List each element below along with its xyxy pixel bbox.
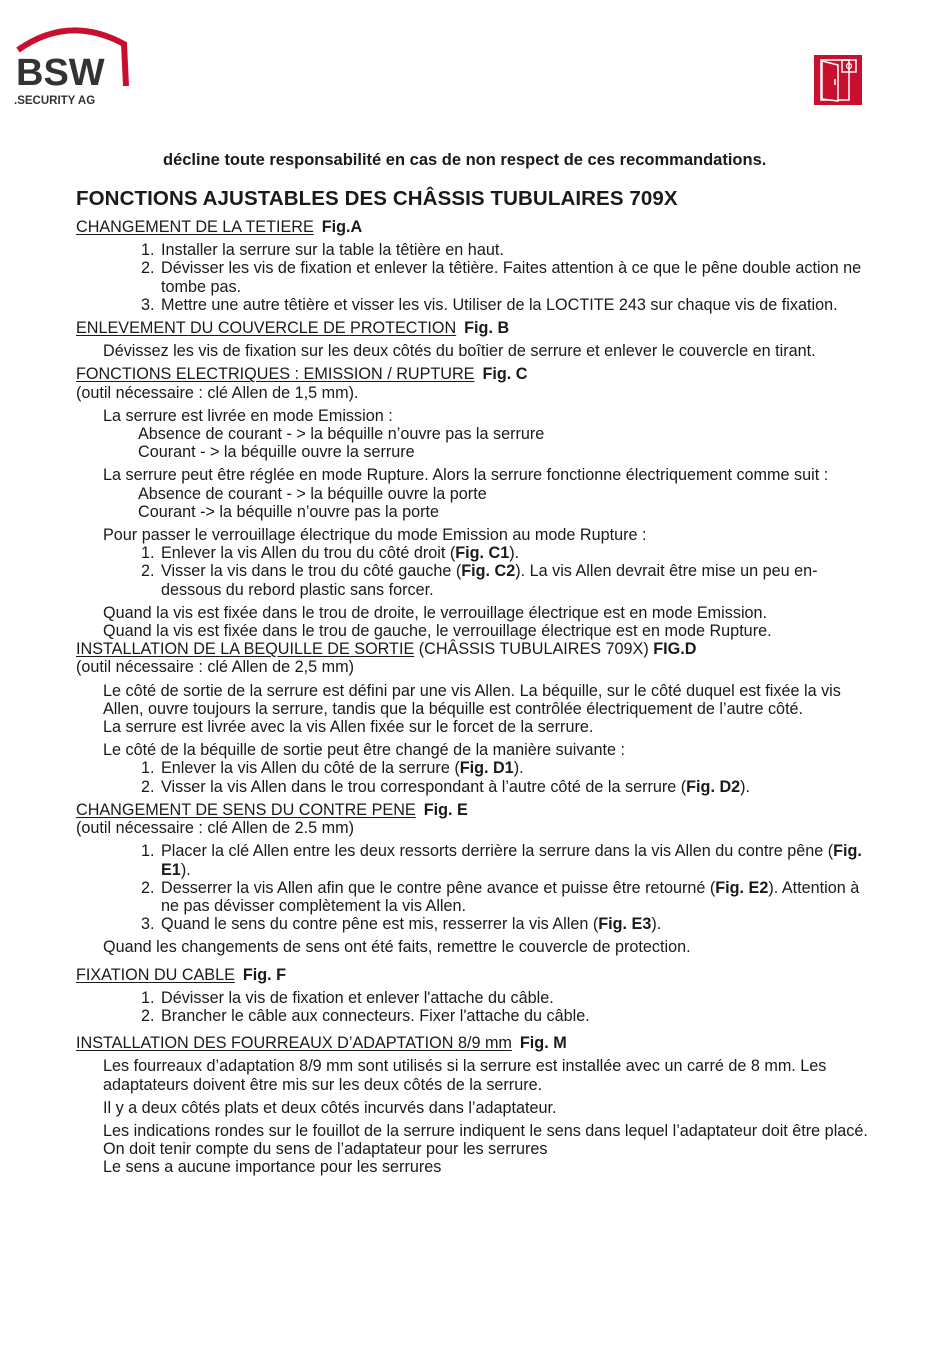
step-list bbox=[76, 544, 876, 599]
fig-ref: Fig. C2 bbox=[461, 562, 516, 581]
paragraph: Quand la vis est fixée dans le trou de droite, le verrouillage électrique est en mode Emission. bbox=[103, 603, 768, 622]
heading-text: CHANGEMENT DE SENS DU CONTRE PENE bbox=[76, 800, 416, 819]
fig-ref: Fig. D2 bbox=[686, 777, 741, 796]
tool-note: (outil nécessaire : clé Allen de 1,5 mm). bbox=[76, 383, 359, 402]
step-list bbox=[76, 989, 876, 1025]
section-tetiere bbox=[76, 218, 876, 314]
paragraph: Dévissez les vis de fixation sur les deux côtés du boîtier de serrure et enlever le couvercle en tirant. bbox=[103, 342, 816, 361]
heading-text: ENLEVEMENT DU COUVERCLE DE PROTECTION bbox=[76, 319, 457, 338]
section-heading bbox=[76, 966, 876, 984]
step-item: 2. Brancher le câble aux connecteurs. Fixer l'attache du câble. bbox=[159, 1007, 876, 1025]
paragraph: Le côté de la béquille de sortie peut être changé de la manière suivante : bbox=[103, 741, 625, 760]
paragraph: Courant -> la béquille n’ouvre pas la porte bbox=[138, 502, 440, 521]
fig-ref: Fig. F bbox=[242, 965, 287, 984]
step-item: 1. Placer la clé Allen entre les deux ressorts derrière la serrure dans la vis Allen du contre pêne (Fig. E1). bbox=[159, 842, 876, 878]
step-item: 3. Quand le sens du contre pêne est mis, resserrer la vis Allen (Fig. E3). bbox=[159, 915, 876, 933]
heading-text: CHANGEMENT DE LA TETIERE bbox=[76, 218, 314, 236]
paragraph: La serrure est livrée avec la vis Allen fixée sur le forcet de la serrure. bbox=[103, 718, 594, 737]
step-list bbox=[76, 759, 876, 795]
mode-rupture bbox=[76, 466, 876, 521]
paragraph: Pour passer le verrouillage électrique du mode Emission au mode Rupture : bbox=[103, 526, 647, 545]
page-title: FONCTIONS AJUSTABLES DES CHÂSSIS TUBULAIRES 709X bbox=[76, 187, 678, 210]
step-item: 1. Dévisser la vis de fixation et enlever l'attache du câble. bbox=[159, 989, 876, 1007]
paragraph: Quand la vis est fixée dans le trou de gauche, le verrouillage électrique est en mode Rupture. bbox=[103, 622, 772, 641]
paragraph: Quand les changements de sens ont été faits, remettre le couvercle de protection. bbox=[103, 938, 691, 957]
heading-text: FONCTIONS ELECTRIQUES : EMISSION / RUPTURE bbox=[76, 365, 475, 384]
step-item: 1. Enlever la vis Allen du trou du côté droit (Fig. C1). bbox=[159, 544, 876, 562]
fig-ref: Fig.A bbox=[321, 218, 363, 236]
step-item: 2. Visser la vis Allen dans le trou correspondant à l’autre côté de la serrure (Fig. D2). bbox=[159, 778, 876, 796]
logo-text: BSW bbox=[16, 52, 105, 94]
section-text bbox=[76, 1057, 876, 1093]
paragraph: Courant - > la béquille ouvre la serrure bbox=[138, 443, 415, 462]
section-text bbox=[76, 1122, 876, 1177]
mode-summary bbox=[76, 604, 876, 640]
section-contre-pene bbox=[76, 801, 876, 957]
fig-ref: Fig. B bbox=[464, 319, 510, 338]
paragraph: Le sens a aucune importance pour les serrures bbox=[103, 1158, 442, 1177]
section-text bbox=[76, 682, 876, 737]
disclaimer-text: décline toute responsabilité en cas de non respect de ces recommandations. bbox=[163, 151, 767, 169]
section-cable bbox=[76, 966, 876, 1026]
fig-ref: Fig. E2 bbox=[715, 878, 769, 897]
fig-ref: Fig. C bbox=[482, 365, 528, 384]
section-couvercle bbox=[76, 319, 876, 360]
switch-mode bbox=[76, 526, 876, 544]
step-list bbox=[76, 842, 876, 933]
fig-ref: Fig. E1 bbox=[161, 842, 862, 879]
paragraph: Les indications rondes sur le fouillot de la serrure indiquent le sens dans lequel l’adaptateur doit être placé. On doit tenir compte du sens de l’adaptateur pour les serrures bbox=[103, 1121, 868, 1159]
step-item: 2. Dévisser les vis de fixation et enlever la têtière. Faites attention à ce que le pêne double action ne tombe pas. bbox=[159, 259, 876, 295]
section-electriques bbox=[76, 365, 876, 640]
fig-ref: Fig. M bbox=[519, 1034, 567, 1053]
section-heading bbox=[76, 1034, 876, 1052]
section-bequille bbox=[76, 640, 876, 796]
heading-text: FIXATION DU CABLE bbox=[76, 965, 235, 984]
paragraph: Absence de courant - > la béquille ouvre la porte bbox=[138, 484, 487, 503]
paragraph: Le côté de sortie de la serrure est défini par une vis Allen. La béquille, sur le côté duquel est fixée la vis Allen, ouvre toujours la serrure, tandis que la béquille est contrôlée électriquement de l’autre côté. bbox=[103, 681, 841, 718]
tool-note: (outil nécessaire : clé Allen de 2,5 mm) bbox=[76, 658, 355, 677]
step-item: 3. Mettre une autre têtière et visser les vis. Utiliser de la LOCTITE 243 sur chaque vis de fixation. bbox=[159, 296, 876, 314]
paragraph: Il y a deux côtés plats et deux côtés incurvés dans l’adaptateur. bbox=[103, 1098, 557, 1117]
logo-subtext: .SECURITY AG bbox=[14, 95, 96, 107]
paragraph: La serrure peut être réglée en mode Rupture. Alors la serrure fonctionne électriquement comme suit : bbox=[103, 466, 829, 485]
fig-ref: Fig. D1 bbox=[459, 759, 514, 778]
section-heading bbox=[76, 319, 876, 337]
heading-text: INSTALLATION DES FOURREAUX D’ADAPTATION 8/9 mm bbox=[76, 1034, 512, 1053]
section-text bbox=[76, 938, 876, 956]
section-text bbox=[76, 342, 876, 360]
section-heading bbox=[76, 801, 876, 819]
step-item: 1. Enlever la vis Allen du côté de la serrure (Fig. D1). bbox=[159, 759, 876, 777]
section-text bbox=[76, 741, 876, 759]
fig-ref: Fig. E3 bbox=[598, 915, 652, 934]
section-text bbox=[76, 1099, 876, 1117]
step-item: 2. Visser la vis dans le trou du côté gauche (Fig. C2). La vis Allen devrait être mise un peu en-dessous du rebord plastic sans forcer. bbox=[159, 562, 876, 598]
section-heading bbox=[76, 640, 876, 658]
tool-note: (outil nécessaire : clé Allen de 2.5 mm) bbox=[76, 819, 355, 838]
paragraph: Absence de courant - > la béquille n’ouvre pas la serrure bbox=[138, 425, 545, 444]
paragraph: Les fourreaux d’adaptation 8/9 mm sont utilisés si la serrure est installée avec un carré de 8 mm. Les adaptateurs doivent être mis sur les deux côtés de la serrure. bbox=[103, 1057, 827, 1094]
section-heading bbox=[76, 218, 876, 236]
document-body bbox=[76, 218, 876, 1182]
paragraph: La serrure est livrée en mode Emission : bbox=[103, 406, 393, 425]
section-fourreaux bbox=[76, 1034, 876, 1176]
mode-emission bbox=[76, 407, 876, 462]
step-item: 1. Installer la serrure sur la table la têtière en haut. bbox=[159, 241, 876, 259]
section-heading bbox=[76, 365, 876, 383]
fig-ref: Fig. E bbox=[423, 800, 468, 819]
heading-text: INSTALLATION DE LA BEQUILLE DE SORTIE bbox=[76, 640, 415, 659]
bsw-logo bbox=[14, 24, 134, 108]
fig-ref: FIG.D bbox=[653, 640, 697, 659]
step-list bbox=[76, 241, 876, 314]
fig-ref: Fig. C1 bbox=[455, 544, 510, 563]
step-item: 2. Desserrer la vis Allen afin que le contre pêne avance et puisse être retourné (Fig. E2). Attention à ne pas dévisser complètement la vis Allen. bbox=[159, 879, 876, 915]
door-icon bbox=[814, 55, 862, 105]
heading-text-rest: (CHÂSSIS TUBULAIRES 709X) bbox=[414, 640, 654, 659]
